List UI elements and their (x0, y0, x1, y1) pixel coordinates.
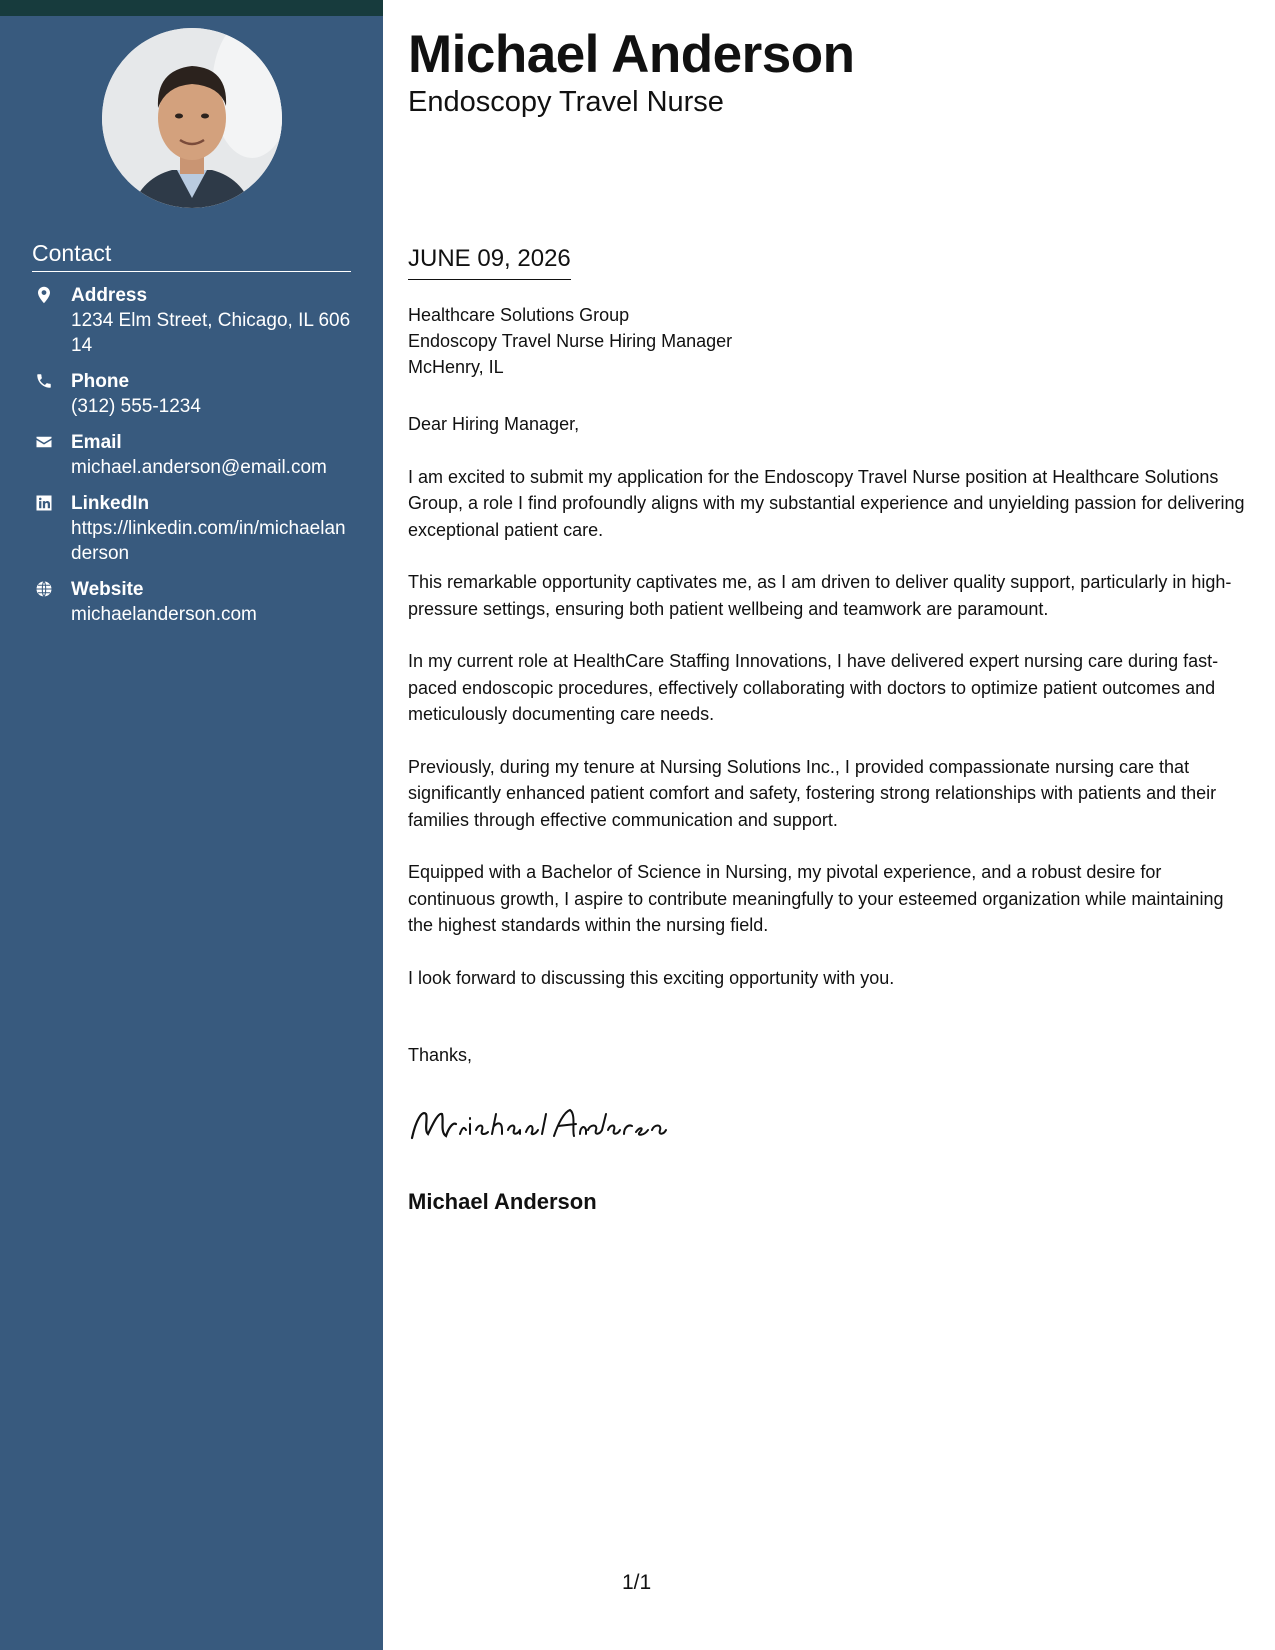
signed-name: Michael Anderson (408, 1189, 597, 1214)
contact-label-address: Address (71, 285, 148, 306)
candidate-name: Michael Anderson (408, 25, 855, 84)
paragraph: I am excited to submit my application for the Endoscopy Travel Nurse position at Healthcare Solutions Group, a role I find profoundly aligns with my substantial experience and unyielding passion for delivering exceptional patient care. (408, 466, 1245, 540)
contact-item-website (32, 578, 352, 627)
recipient-location: McHenry, IL (408, 357, 504, 377)
candidate-title: Endoscopy Travel Nurse (408, 86, 724, 118)
location-pin-icon (35, 286, 53, 304)
paragraph: In my current role at HealthCare Staffing Innovations, I have delivered expert nursing care during fast-paced endoscopic procedures, effectively collaborating with doctors to optimize patient outcomes and meticulously documenting care needs. (408, 651, 1219, 724)
contact-item-email (32, 431, 352, 480)
contact-value-phone: (312) 555-1234 (71, 396, 201, 417)
contact-value-website[interactable]: michaelanderson.com (71, 604, 257, 625)
globe-icon (35, 580, 53, 598)
salutation: Dear Hiring Manager, (408, 414, 580, 434)
contact-list (32, 284, 352, 639)
profile-photo-illustration (102, 28, 282, 208)
profile-photo (102, 28, 282, 208)
contact-label-website: Website (71, 579, 144, 600)
contact-label-email: Email (71, 432, 122, 453)
contact-item-linkedin (32, 492, 352, 566)
envelope-icon (35, 433, 53, 451)
paragraph: I look forward to discussing this exciting opportunity with you. (408, 967, 895, 988)
handwritten-signature (408, 1100, 668, 1150)
signature-drawing (408, 1100, 668, 1150)
contact-item-address (32, 284, 352, 358)
letter-text (408, 411, 1253, 1017)
recipient-role: Endoscopy Travel Nurse Hiring Manager (408, 331, 733, 351)
contact-label-linkedin: LinkedIn (71, 493, 150, 514)
contact-label-phone: Phone (71, 371, 130, 392)
paragraph: Equipped with a Bachelor of Science in Nursing, my pivotal experience, and a robust desire for continuous growth, I aspire to contribute meaningfully to your esteemed organization while maintaining the highest standards within the nursing field. (408, 862, 1224, 935)
contact-value-email[interactable]: michael.anderson@email.com (71, 457, 327, 478)
linkedin-icon (35, 494, 53, 512)
letter-date: JUNE 09, 2026 (408, 244, 571, 280)
phone-icon (35, 372, 53, 390)
page-number: 1/1 (622, 1571, 652, 1594)
recipient-company: Healthcare Solutions Group (408, 305, 630, 325)
contact-item-phone (32, 370, 352, 419)
contact-value-linkedin[interactable]: https://linkedin.com/in/michaelanderson (71, 518, 346, 564)
paragraph: Previously, during my tenure at Nursing Solutions Inc., I provided compassionate nursing care that significantly enhanced patient comfort and safety, fostering strong relationships with patients and their families through effective communication and support. (408, 756, 1217, 830)
sidebar (0, 0, 383, 1650)
closing: Thanks, (408, 1045, 473, 1065)
paragraph: This remarkable opportunity captivates me, as I am driven to deliver quality support, particularly in high-pressure settings, ensuring both patient wellbeing and teamwork are paramount. (408, 572, 1232, 619)
recipient-block (408, 302, 732, 380)
contact-heading: Contact (32, 240, 351, 272)
sidebar-top-bar (0, 0, 383, 16)
contact-value-address: 1234 Elm Street, Chicago, IL 60614 (71, 310, 351, 356)
